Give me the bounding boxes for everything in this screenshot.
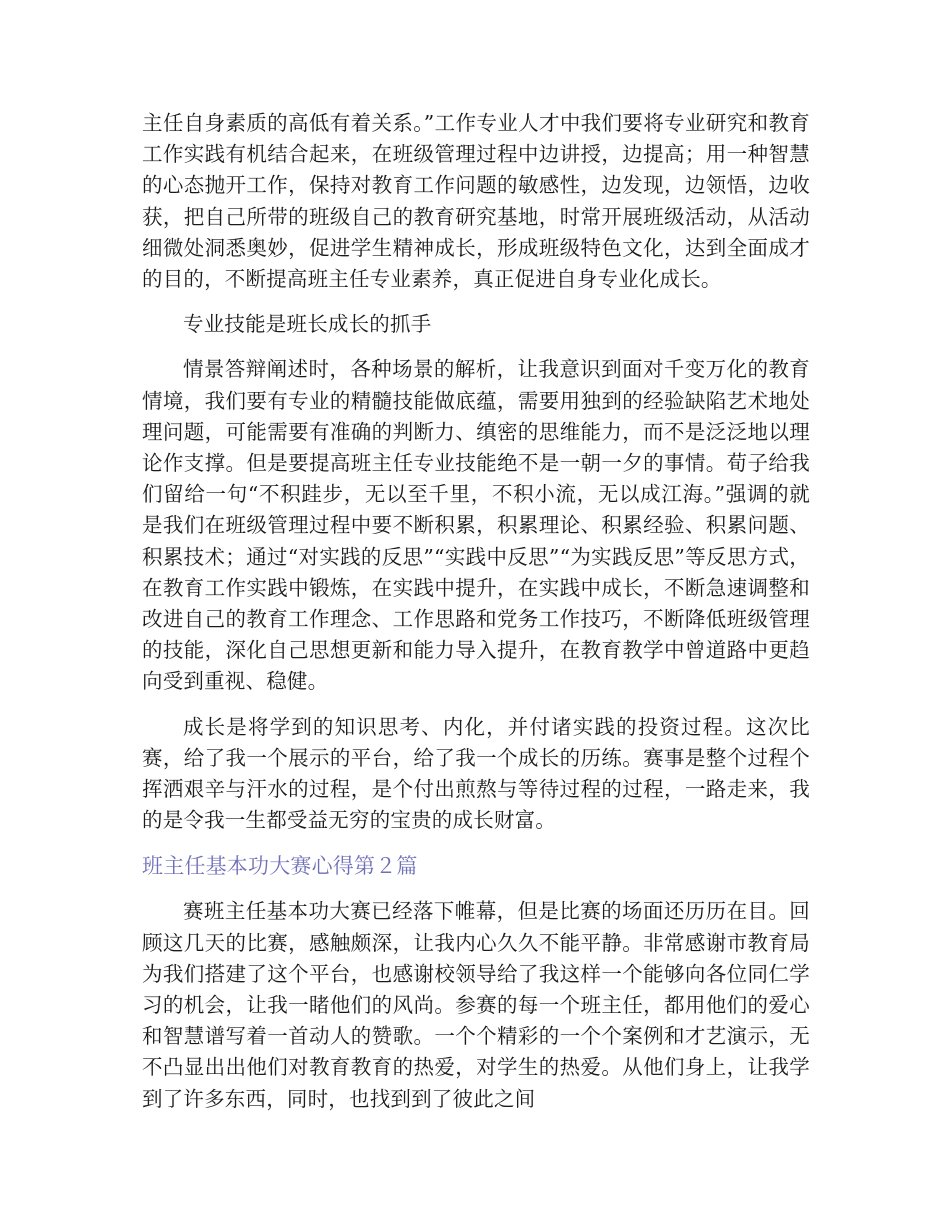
article-heading-part-2: 班主任基本功大赛心得第２篇: [142, 854, 418, 879]
section-subtitle: 专业技能是班长成长的抓手: [183, 312, 432, 337]
paragraph-growth: 成长是将学到的知识思考、内化，并付诸实践的投资过程。这次比赛，给了我一个展示的平台，给了我一个成长的历练。赛事是整个过程个挥洒艰辛与汗水的过程，是个付出煎熬与等待过程的过程，一路走来，我的是令我一生都受益无穷的宝贵的成长财富。: [142, 714, 810, 833]
paragraph-continued: 主任自身素质的高低有着关系。”工作专业人才中我们要将专业研究和教育工作实践有机结合起来，在班级管理过程中边讲授，边提高；用一种智慧的心态抛开工作，保持对教育工作问题的敏感性，边发现，边领悟，边收获，把自己所带的班级自己的教育研究基地，时常开展班级活动，从活动细微处洞悉奥妙，促进学生精神成长，形成班级特色文化，达到全面成才的目的，不断提高班主任专业素养，真正促进自身专业化成长。: [142, 111, 810, 292]
paragraph-competition-reflection: 赛班主任基本功大赛已经落下帷幕，但是比赛的场面还历历在目。回顾这几天的比赛，感触颇深，让我内心久久不能平静。非常感谢市教育局为我们搭建了这个平台，也感谢校领导给了我这样一个能够向各位同仁学习的机会，让我一睹他们的风尚。参赛的每一个班主任，都用他们的爱心和智慧谱写着一首动人的赞歌。一个个精彩的一个个案例和才艺演示，无不凸显出出他们对教育教育的热爱，对学生的热爱。从他们身上，让我学到了许多东西，同时，也找到到了彼此之间: [142, 899, 810, 1111]
paragraph-situational-defense: 情景答辩阐述时，各种场景的解析，让我意识到面对千变万化的教育情境，我们要有专业的精髓技能做底蕴，需要用独到的经验缺陷艺术地处理问题，可能需要有准确的判断力、缜密的思维能力，而不是泛泛地以理论作支撑。但是要提高班主任专业技能绝不是一朝一夕的事情。荀子给我们留给一句“不积跬步，无以至千里，不积小流，无以成江海。”强调的就是我们在班级管理过程中要不断积累，积累理论、积累经验、积累问题、积累技术；通过“对实践的反思”“实践中反思”“为实践反思”等反思方式，在教育工作实践中锻炼，在实践中提升，在实践中成长，不断急速调整和改进自己的教育工作理念、工作思路和党务工作技巧，不断降低班级管理的技能，深化自己思想更新和能力导入提升，在教育教学中曾道路中更趋向受到重视、稳健。: [142, 357, 810, 694]
document-page: [142, 108, 810, 1129]
